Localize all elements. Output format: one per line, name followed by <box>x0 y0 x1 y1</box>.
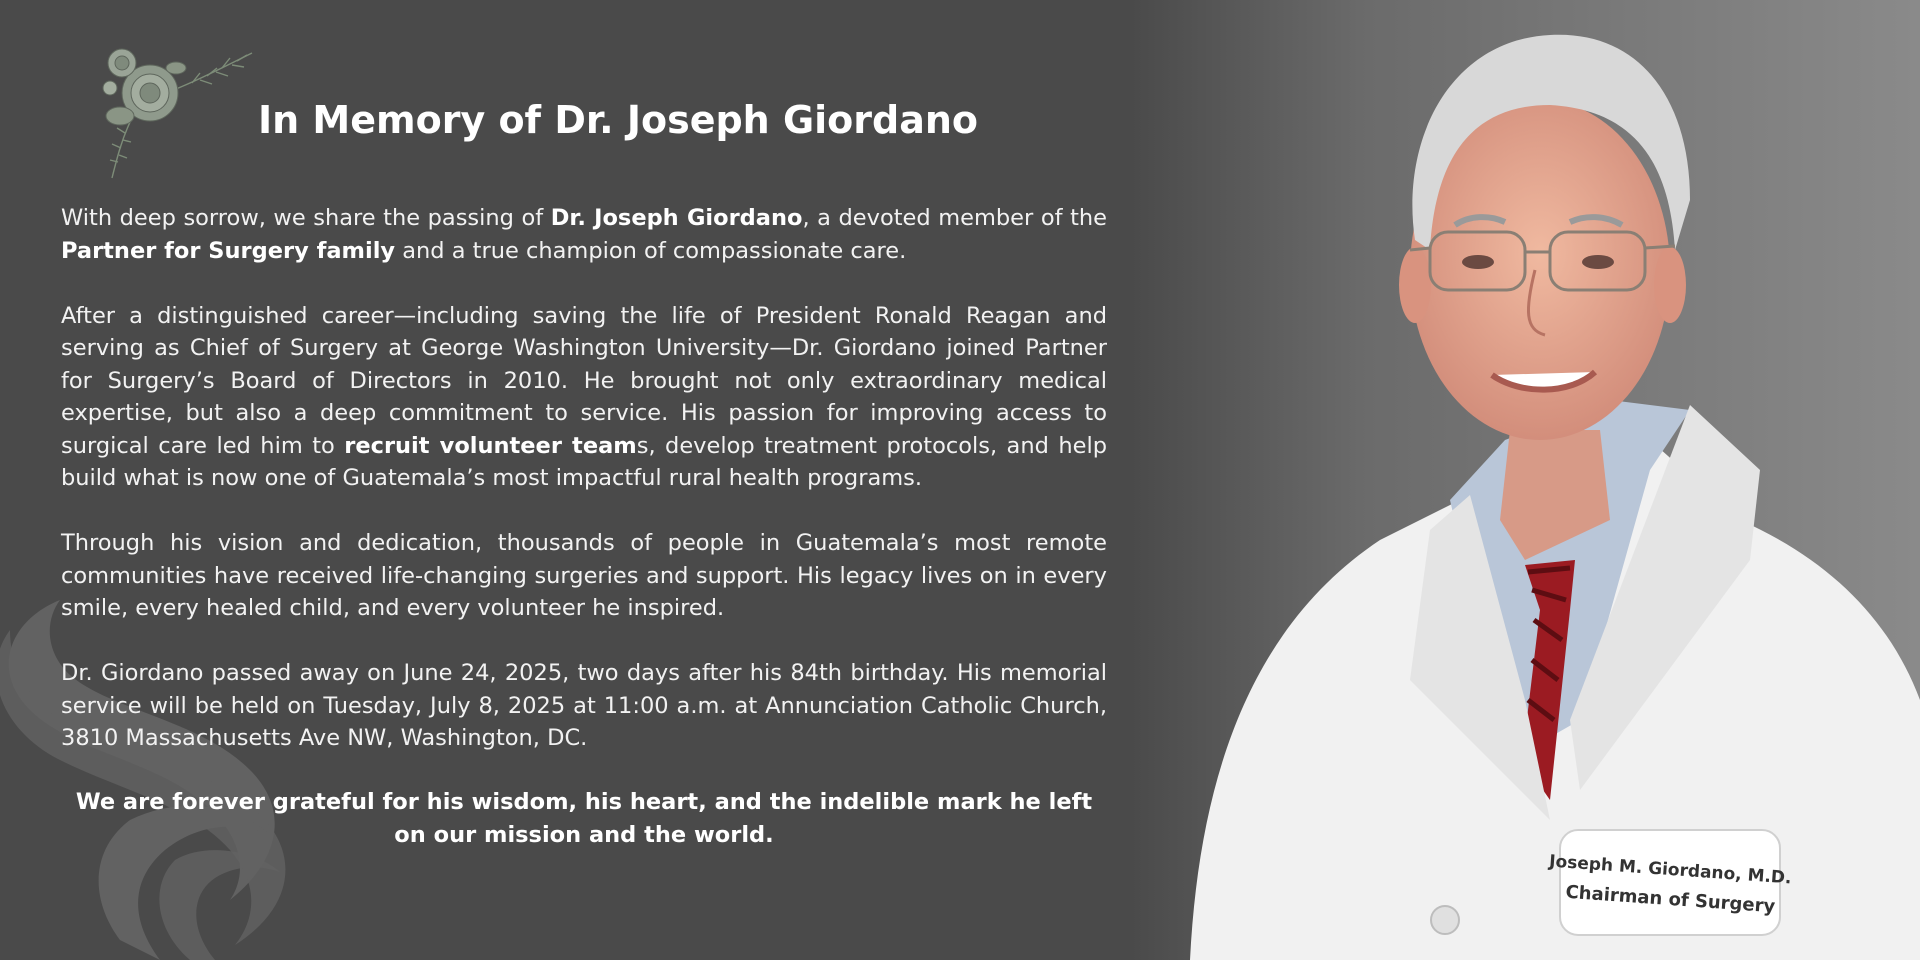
closing-statement: We are forever grateful for his wisdom, his heart, and the indelible mark he left on our mission and the world. <box>75 789 1093 848</box>
coat-patch-line2: Chairman of Surgery <box>1564 881 1776 918</box>
text-span: After a distinguished career—including saving the life of President Ronald Reagan and serving as Chief of Surgery at George Washington University—Dr. Giordano joined Partner for Surgery’s Board of Directors in 2010. He brought not only extraordinary medical expertise, but also a deep commitment to service. His passion for improving access to surgical care led him to <box>61 302 1107 459</box>
text-span: s, develop treatment protocols, and help build what is now one of Guatemala’s most impactful rural health programs. <box>61 432 1107 491</box>
bold-name: Dr. Joseph Giordano <box>550 205 803 231</box>
text-span: , a devoted member of the <box>802 205 1107 231</box>
paragraph-1 <box>61 202 1107 267</box>
coat-name-patch <box>1548 830 1793 935</box>
flower-bouquet-icon <box>92 28 262 183</box>
page-title: In Memory of Dr. Joseph Giordano <box>258 98 979 142</box>
coat-patch-line1: Joseph M. Giordano, M.D. <box>1548 851 1793 889</box>
memorial-text <box>61 202 1107 787</box>
bold-volunteer-teams: recruit volunteer team <box>344 432 637 459</box>
paragraph-2 <box>61 300 1107 495</box>
text-span: With deep sorrow, we share the passing of <box>61 205 551 231</box>
paragraph-3: Through his vision and dedication, thousands of people in Guatemala’s most remote communities have received life-changing surgeries and support. His legacy lives on in every smile, every healed child, and every volunteer he inspired. <box>61 530 1107 621</box>
paragraph-4: Dr. Giordano passed away on June 24, 2025, two days after his 84th birthday. His memorial service will be held on Tuesday, July 8, 2025 at 11:00 a.m. at Annunciation Catholic Church, 3810 Massachusetts Ave NW, Washington, DC. <box>61 660 1107 751</box>
portrait-photo <box>1130 0 1920 960</box>
text-span: and a true champion of compassionate care. <box>395 237 907 264</box>
bold-organization: Partner for Surgery family <box>61 237 396 264</box>
